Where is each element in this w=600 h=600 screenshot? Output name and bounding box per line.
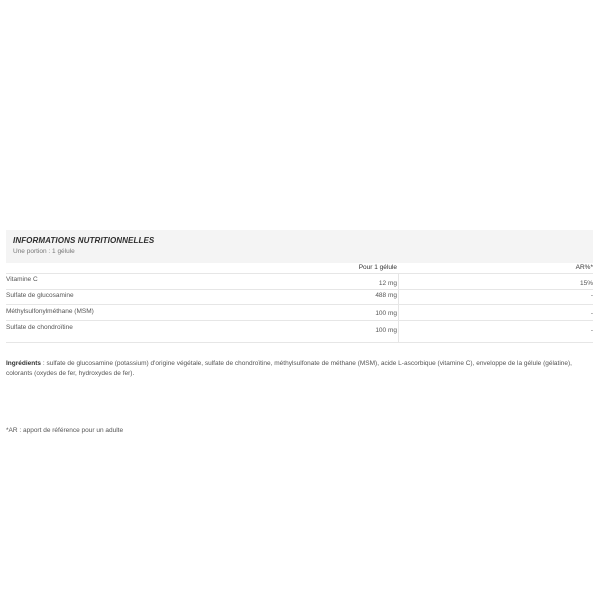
table-row-ar: -	[590, 292, 593, 299]
ingredients-label: Ingrédients	[6, 360, 42, 367]
nutrition-header	[6, 230, 593, 263]
column-header-ar: AR%*	[575, 264, 593, 271]
table-row-ar: -	[590, 310, 593, 317]
table-row-amount: 488 mg	[375, 292, 397, 299]
column-header-per-serving: Pour 1 gélule	[358, 264, 397, 271]
row-divider	[6, 320, 593, 321]
row-divider	[6, 289, 593, 290]
section-title: INFORMATIONS NUTRITIONNELLES	[13, 236, 155, 245]
ingredients-list: : sulfate de glucosamine (potassium) d'origine végétale, sulfate de chondroïtine, méthylsulfonate de méthane (MSM), acide L-ascorbique (vitamine C), enveloppe de la gélule (gélatine), colorants (oxydes de fer, hydroxydes de fer).	[6, 360, 572, 377]
row-divider	[6, 304, 593, 305]
row-divider	[6, 342, 593, 343]
footnote: *AR : apport de référence pour un adulte	[6, 427, 124, 434]
table-row-ar: 15%	[579, 280, 593, 287]
ingredients-text	[6, 359, 586, 379]
table-row-label: Sulfate de glucosamine	[6, 292, 74, 299]
portion-text: Une portion : 1 gélule	[13, 248, 75, 255]
table-row-amount: 100 mg	[375, 310, 397, 317]
table-row-label: Vitamine C	[6, 276, 38, 283]
table-row-ar: -	[590, 327, 593, 334]
table-row-amount: 100 mg	[375, 327, 397, 334]
table-column-divider	[398, 274, 399, 342]
table-divider	[6, 273, 593, 274]
table-row-amount: 12 mg	[378, 280, 397, 287]
table-row-label: Méthylsulfonylméthane (MSM)	[6, 308, 94, 315]
table-row-label: Sulfate de chondroïtine	[6, 324, 73, 331]
